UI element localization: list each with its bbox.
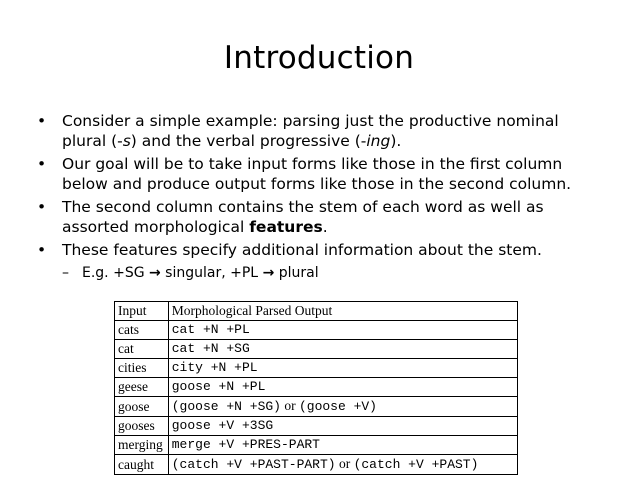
bullet-glyph: • bbox=[37, 198, 47, 216]
bullet-glyph: • bbox=[37, 112, 47, 130]
bullet-text: ). bbox=[390, 131, 402, 150]
cell-input: merging bbox=[115, 436, 169, 455]
cell-input: cats bbox=[115, 321, 169, 340]
morphology-table-container bbox=[114, 301, 518, 475]
output-segment: goose +V +3SG bbox=[171, 418, 274, 433]
table-row bbox=[115, 340, 518, 359]
table-row bbox=[115, 417, 518, 436]
output-segment: cat +N +SG bbox=[171, 341, 250, 356]
cell-output bbox=[168, 321, 517, 340]
cell-output bbox=[168, 397, 517, 417]
header-output: Morphological Parsed Output bbox=[168, 302, 517, 321]
header-input: Input bbox=[115, 302, 169, 321]
bullet-item bbox=[37, 198, 597, 237]
bullet-glyph: • bbox=[37, 155, 47, 173]
morphology-table bbox=[114, 301, 518, 475]
output-segment: goose +N +PL bbox=[171, 379, 266, 394]
bullet-glyph: • bbox=[37, 241, 47, 259]
output-segment: cat +N +PL bbox=[171, 322, 250, 337]
bullet-text: features bbox=[249, 217, 323, 236]
output-segment: (goose +N +SG) bbox=[171, 399, 281, 414]
cell-input: gooses bbox=[115, 417, 169, 436]
output-segment: or bbox=[280, 398, 299, 413]
cell-input: caught bbox=[115, 455, 169, 475]
table-row bbox=[115, 436, 518, 455]
cell-input: goose bbox=[115, 397, 169, 417]
table-row bbox=[115, 397, 518, 417]
sub-bullet-text: plural bbox=[274, 264, 319, 281]
sub-bullet-item bbox=[37, 264, 597, 283]
table-body bbox=[115, 321, 518, 475]
table-row bbox=[115, 455, 518, 475]
bullet-text: s bbox=[122, 131, 131, 150]
bullet-item bbox=[37, 155, 597, 194]
sub-bullet-dash: – bbox=[62, 264, 69, 281]
bullet-text: Consider a simple example: parsing just the productive nominal plural (- bbox=[62, 112, 559, 150]
output-segment: (catch +V +PAST-PART) bbox=[171, 457, 336, 472]
cell-output bbox=[168, 417, 517, 436]
output-segment: (catch +V +PAST) bbox=[353, 457, 479, 472]
table-row bbox=[115, 359, 518, 378]
bullet-text: Our goal will be to take input forms like those in the first column below and produce output forms like those in the second column. bbox=[62, 155, 572, 193]
bullet-item bbox=[37, 241, 597, 261]
table-row bbox=[115, 378, 518, 397]
bullet-text: ing bbox=[366, 131, 391, 150]
cell-output bbox=[168, 340, 517, 359]
sub-bullet-text: E.g. +SG bbox=[82, 264, 149, 281]
output-segment: merge +V +PRES-PART bbox=[171, 437, 320, 452]
arrow-icon: → bbox=[149, 264, 161, 281]
table-row bbox=[115, 321, 518, 340]
bullet-text: These features specify additional information about the stem. bbox=[62, 241, 542, 259]
cell-output bbox=[168, 455, 517, 475]
bullet-list bbox=[37, 112, 597, 283]
bullet-item bbox=[37, 112, 597, 151]
output-segment: city +N +PL bbox=[171, 360, 258, 375]
bullet-text: ) and the verbal progressive (- bbox=[130, 131, 367, 150]
table-header-row bbox=[115, 302, 518, 321]
cell-input: geese bbox=[115, 378, 169, 397]
cell-output bbox=[168, 436, 517, 455]
slide-title: Introduction bbox=[223, 40, 415, 76]
cell-input: cities bbox=[115, 359, 169, 378]
bullet-text: The second column contains the stem of each word as well as assorted morphological bbox=[62, 198, 544, 236]
cell-input: cat bbox=[115, 340, 169, 359]
cell-output bbox=[168, 359, 517, 378]
sub-bullet-text: singular, +PL bbox=[160, 264, 263, 281]
cell-output bbox=[168, 378, 517, 397]
bullet-text: . bbox=[322, 217, 328, 236]
arrow-icon: → bbox=[262, 264, 275, 281]
output-segment: or bbox=[335, 456, 354, 471]
output-segment: (goose +V) bbox=[298, 399, 377, 414]
